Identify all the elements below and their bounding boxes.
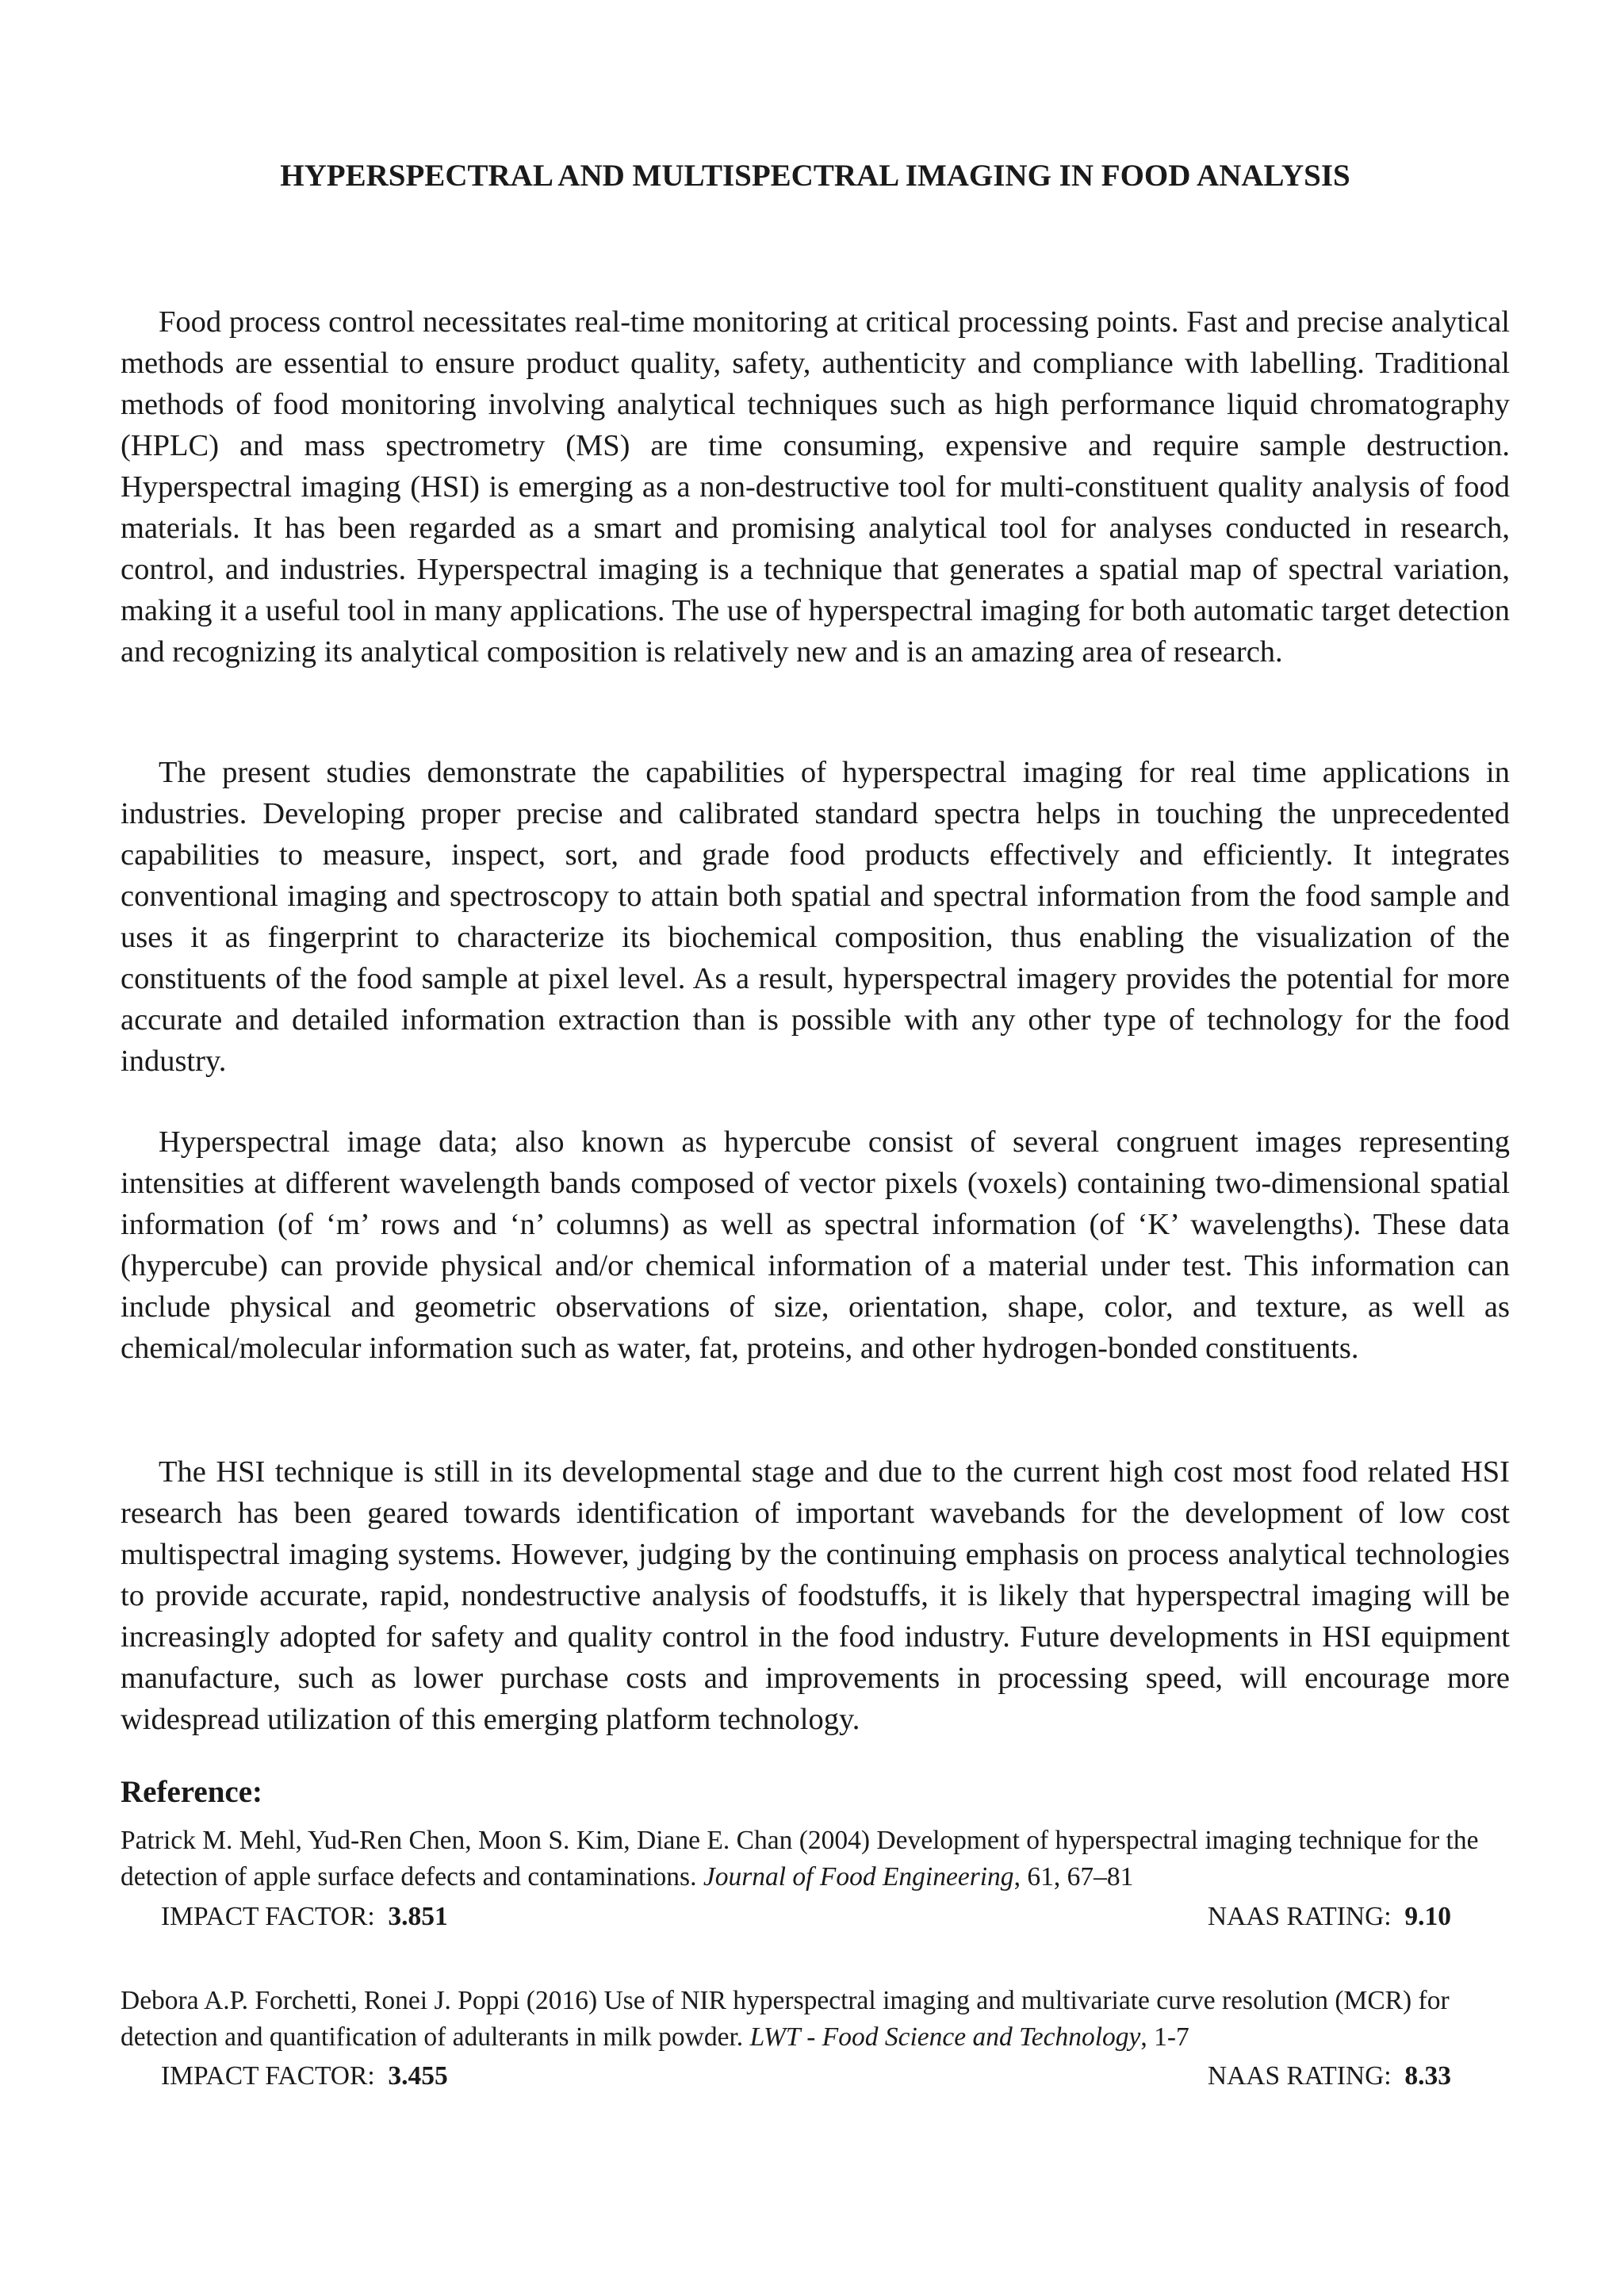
reference-entry — [121, 1823, 1510, 1895]
reference-pages: , 61, 67–81 — [1013, 1862, 1134, 1892]
naas-rating-value: 8.33 — [1404, 2061, 1451, 2091]
reference-journal: LWT - Food Science and Technology — [749, 2022, 1141, 2052]
impact-factor — [161, 1899, 448, 1935]
reference-citation: Patrick M. Mehl, Yud-Ren Chen, Moon S. Kim, Diane E. Chan (2004) Development of hyperspectral imaging technique for the detection of apple surface defects and contaminations. — [121, 1826, 1479, 1892]
paragraph-capabilities: The present studies demonstrate the capabilities of hyperspectral imaging for real time applications in industries. Developing proper precise and calibrated standard spectra helps in touching the unprecedented capabilities to measure, inspect, sort, and grade food products effectively and efficiently. It integrates conventional imaging and spectroscopy to attain both spatial and spectral information from the food sample and uses it as fingerprint to characterize its biochemical composition, thus enabling the visualization of the constituents of the food sample at pixel level. As a result, hyperspectral imagery provides the potential for more accurate and detailed information extraction than is possible with any other type of technology for the food industry. — [121, 756, 1510, 1078]
impact-factor-value: 3.455 — [388, 2061, 448, 2091]
naas-rating-value: 9.10 — [1404, 1902, 1451, 1931]
impact-factor-label: IMPACT FACTOR: — [161, 1902, 375, 1931]
naas-rating-label: NAAS RATING: — [1207, 2061, 1392, 2091]
naas-rating — [1208, 2058, 1451, 2095]
paragraph-hypercube: Hyperspectral image data; also known as hypercube consist of several congruent images representing intensities at different wavelength bands composed of vector pixels (voxels) containing two-dimensional spatial information (of ‘m’ rows and ‘n’ columns) as well as spectral information (of ‘K’ wavelengths). These data (hypercube) can provide physical and/or chemical information of a material under test. This information can include physical and geometric observations of size, orientation, shape, color, and texture, as well as chemical/molecular information such as water, fat, proteins, and other hydrogen-bonded constituents. — [121, 1125, 1510, 1365]
reference-journal: Journal of Food Engineering — [703, 1862, 1014, 1892]
document-title: HYPERSPECTRAL AND MULTISPECTRAL IMAGING IN FOOD ANALYSIS — [280, 159, 1350, 193]
impact-factor-label: IMPACT FACTOR: — [161, 2061, 375, 2091]
reference-pages: , 1-7 — [1140, 2022, 1189, 2052]
reference-metrics — [161, 1899, 1451, 1935]
references-heading: Reference: — [121, 1775, 262, 1809]
naas-rating — [1208, 1899, 1451, 1935]
reference-metrics — [161, 2058, 1451, 2095]
impact-factor-value: 3.851 — [388, 1902, 448, 1931]
paragraph-outlook: The HSI technique is still in its developmental stage and due to the current high cost most food related HSI research has been geared towards identification of important wavebands for the development of low cost multispectral imaging systems. However, judging by the continuing emphasis on process analytical technologies to provide accurate, rapid, nondestructive analysis of foodstuffs, it is likely that hyperspectral imaging will be increasingly adopted for safety and quality control in the food industry. Future developments in HSI equipment manufacture, such as lower purchase costs and improvements in processing speed, will encourage more widespread utilization of this emerging platform technology. — [121, 1455, 1510, 1736]
impact-factor — [161, 2058, 448, 2095]
paragraph-intro: Food process control necessitates real-time monitoring at critical processing points. Fast and precise analytical methods are essential to ensure product quality, safety, authenticity and compliance with labelling. Traditional methods of food monitoring involving analytical techniques such as high performance liquid chromatography (HPLC) and mass spectrometry (MS) are time consuming, expensive and require sample destruction. Hyperspectral imaging (HSI) is emerging as a non-destructive tool for multi-constituent quality analysis of food materials. It has been regarded as a smart and promising analytical tool for analyses conducted in research, control, and industries. Hyperspectral imaging is a technique that generates a spatial map of spectral variation, making it a useful tool in many applications. The use of hyperspectral imaging for both automatic target detection and recognizing its analytical composition is relatively new and is an amazing area of research. — [121, 305, 1510, 669]
reference-entry — [121, 1983, 1510, 2056]
reference-citation: Debora A.P. Forchetti, Ronei J. Poppi (2016) Use of NIR hyperspectral imaging and multivariate curve resolution (MCR) for detection and quantification of adulterants in milk powder. — [121, 1986, 1450, 2052]
naas-rating-label: NAAS RATING: — [1207, 1902, 1392, 1931]
